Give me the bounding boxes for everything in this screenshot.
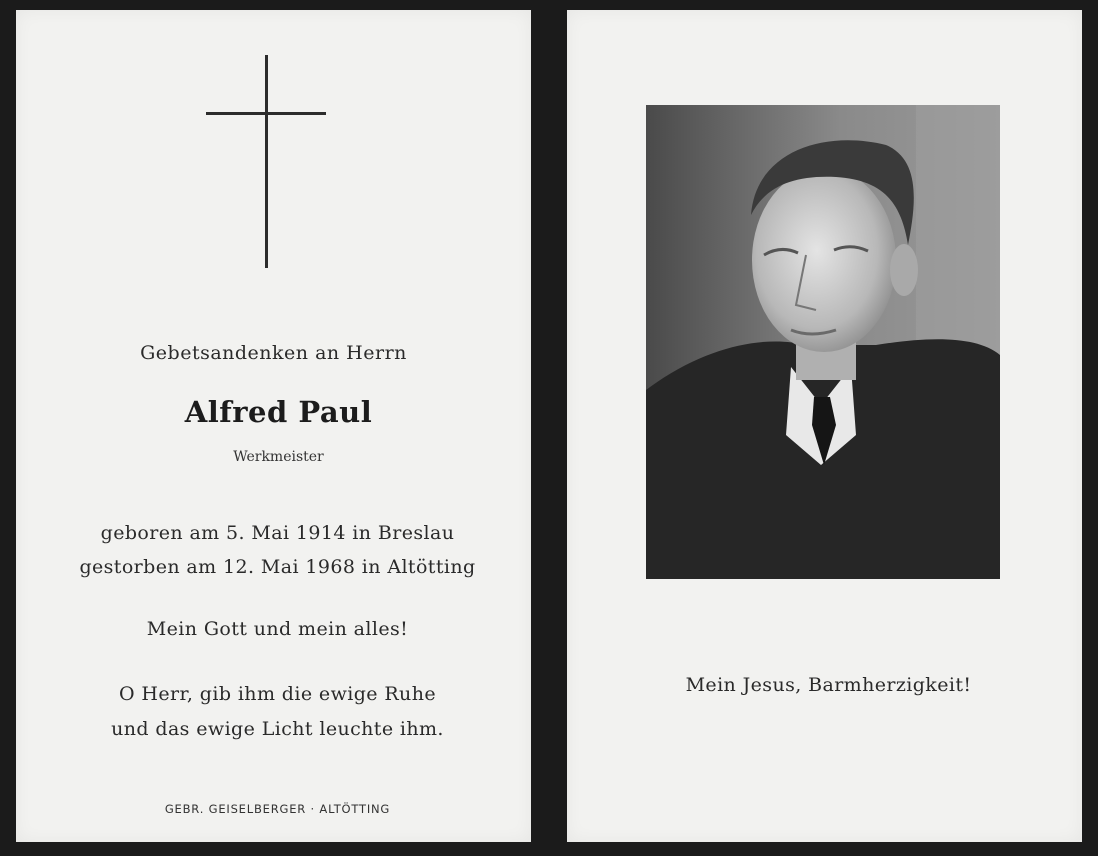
prayer-line-1: O Herr, gib ihm die ewige Ruhe — [119, 683, 436, 705]
printer-imprint: GEBR. GEISELBERGER · ALTÖTTING — [164, 802, 391, 816]
deceased-name: Alfred Paul — [184, 395, 373, 429]
right-memorial-card — [567, 10, 1082, 842]
closing-prayer: Mein Jesus, Barmherzigkeit! — [685, 674, 972, 696]
motto-line: Mein Gott und mein alles! — [146, 618, 409, 640]
prayer-line-2: und das ewige Licht leuchte ihm. — [111, 718, 444, 740]
death-line: gestorben am 12. Mai 1968 in Altötting — [79, 556, 476, 578]
occupation-title: Werkmeister — [233, 449, 324, 465]
memorial-intro: Gebetsandenken an Herrn — [140, 342, 407, 364]
left-memorial-card — [16, 10, 531, 842]
birth-line: geboren am 5. Mai 1914 in Breslau — [100, 522, 455, 544]
portrait-photo — [646, 105, 1000, 579]
